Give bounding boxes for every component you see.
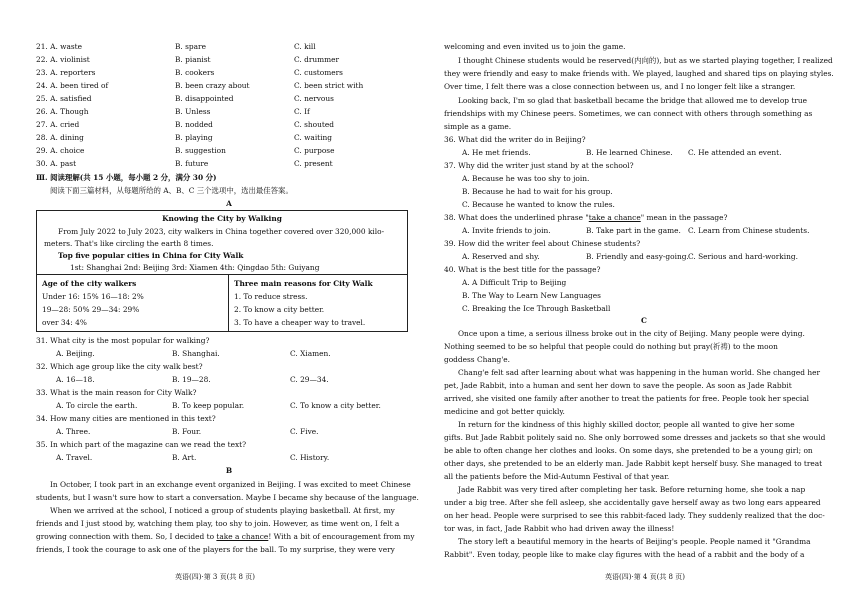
question: 38. What does the underlined phrase "take a chance" mean in the passage? [444, 213, 728, 222]
option-c: C. Five. [290, 427, 319, 436]
option-a: A. Beijing. [56, 349, 95, 358]
paragraph-line: The story left a beautiful memory in the hearts of Beijing's people. People named it "Grandma [458, 537, 811, 546]
cloze-option-a: 23. A. reporters [36, 68, 96, 77]
box-text: meters. That's like circling the earth 8 times. [44, 239, 214, 248]
passage-label-a: A [226, 199, 232, 208]
option-a: A. A Difficult Trip to Beijing [462, 278, 567, 287]
option-c: C. Xiamen. [290, 349, 331, 358]
question: 36. What did the writer do in Beijing? [444, 135, 586, 144]
paragraph-line: all the patients before the Mid-Autumn Festival of that year. [444, 472, 670, 481]
paragraph-line: Nothing seemed to be so helpful that people could do nothing but pray(祈祷) to the moon [444, 342, 778, 351]
cloze-option-c: C. drummer [294, 55, 340, 64]
option-b: B. 19—28. [172, 375, 211, 384]
option-b: B. The Way to Learn New Languages [462, 291, 601, 300]
option-a: A. Because he was too shy to join. [462, 174, 590, 183]
section-instruction: 阅读下面三篇材料，从每题所给的 A、B、C 三个选项中，选出最佳答案。 [50, 186, 293, 195]
question: 37. Why did the writer just stand by at the school? [444, 161, 634, 170]
cloze-option-b: B. future [175, 159, 209, 168]
option-b: B. To keep popular. [172, 401, 245, 410]
paragraph-line: under a big tree. After she fell asleep, she accidentally gave herself away as two long ears appeared [444, 498, 821, 507]
cloze-option-c: C. present [294, 159, 333, 168]
cloze-option-b: B. nodded [175, 120, 213, 129]
box-text: 19—28: 50% 29—34: 29% [42, 305, 140, 314]
cloze-option-b: B. suggestion [175, 146, 226, 155]
cloze-option-c: C. If [294, 107, 310, 116]
paragraph-line: Rabbit". Even today, people like to make clay figures with the head of a rabbit and the body of a [444, 550, 805, 559]
box-text: 1. To reduce stress. [234, 292, 308, 301]
paragraph-line: Chang'e felt sad after learning about what was happening in the human world. She changed her [458, 368, 820, 377]
box-subtitle: Age of the city walkers [42, 279, 137, 288]
section-heading: Ⅲ. 阅读理解(共 15 小题，每小题 2 分，满分 30 分) [36, 173, 217, 182]
paragraph-line: I thought Chinese students would be reserved(内向的), but as we started playing together, I realized [458, 56, 833, 65]
paragraph-line: they were friendly and easy to make friends with. We played, laughed and shared tips on playing styles. [444, 69, 834, 78]
paragraph-line: other days, she pretended to be an elderly man. Jade Rabbit kept herself busy. She managed to treat [444, 459, 823, 468]
question: 31. What city is the most popular for walking? [36, 336, 210, 345]
paragraph-line: medicine and got better quickly. [444, 407, 565, 416]
box-subtitle: Three main reasons for City Walk [234, 279, 373, 288]
paragraph-line: on her head. People were surprised to see this rabbit-faced lady. They suddenly realized that the doc- [444, 511, 825, 520]
paragraph-line: be able to often change her clothes and looks. On some days, she pretended to be a young girl; on [444, 446, 813, 455]
question: 32. Which age group like the city walk best? [36, 362, 203, 371]
paragraph-line: Over time, I felt there was a close connection between us, and I no longer felt like a stranger. [444, 82, 796, 91]
option-c: C. Because he wanted to know the rules. [462, 200, 615, 209]
cloze-option-a: 24. A. been tired of [36, 81, 109, 90]
option-b: B. Shanghai. [172, 349, 220, 358]
paragraph-line: In October, I took part in an exchange event organized in Beijing. I was excited to meet Chinese [50, 480, 411, 489]
text-span: growing connection with them. So, I decided to [36, 532, 215, 541]
underlined-phrase: take a chance [216, 532, 269, 541]
cloze-option-c: C. nervous [294, 94, 334, 103]
option-a: A. Invite friends to join. [462, 226, 551, 235]
paragraph-line: gifts. But Jade Rabbit politely said no. She only borrowed some dresses and jackets so that she would [444, 433, 826, 442]
option-a: A. To circle the earth. [56, 401, 138, 410]
page-footer: 英语(四)·第 3 页(共 8 页) [175, 573, 255, 581]
paragraph-line: friends, I took the courage to ask one of the players for the ball. To my surprise, they were very [36, 545, 395, 554]
box-text: From July 2022 to July 2023, city walkers in China together covered over 320,000 kilo- [58, 227, 385, 236]
option-c: C. To know a city better. [290, 401, 381, 410]
box-title: Knowing the City by Walking [162, 214, 282, 223]
cloze-option-a: 29. A. choice [36, 146, 85, 155]
paragraph-line: simple as a game. [444, 122, 512, 131]
option-c: C. He attended an event. [688, 148, 782, 157]
option-a: A. Travel. [56, 453, 93, 462]
cloze-option-c: C. customers [294, 68, 343, 77]
option-c: C. 29—34. [290, 375, 329, 384]
page-footer: 英语(四)·第 4 页(共 8 页) [605, 573, 685, 581]
paragraph-line: friends and I just stood by, watching them play, too shy to join. However, as time went on, I felt a [36, 519, 400, 528]
cloze-option-c: C. shouted [294, 120, 334, 129]
paragraph-line: students, but I wasn't sure how to start a conversation. Maybe I became shy because of the language. [36, 493, 419, 502]
option-b: B. Take part in the game. [586, 226, 681, 235]
paragraph-line: Once upon a time, a serious illness broke out in the city of Beijing. Many people were dying. [458, 329, 805, 338]
cloze-option-b: B. playing [175, 133, 213, 142]
box-text: Under 16: 15% 16—18: 2% [42, 292, 144, 301]
underlined-phrase: take a chance [588, 213, 641, 222]
passage-label-c: C [641, 316, 647, 325]
cloze-option-c: C. purpose [294, 146, 335, 155]
box-subtitle: Top five popular cities in China for City Walk [58, 251, 244, 260]
box-text: 2. To know a city better. [234, 305, 325, 314]
cloze-option-b: B. cookers [175, 68, 215, 77]
box-text: 1st: Shanghai 2nd: Beijing 3rd: Xiamen 4th: Qingdao 5th: Guiyang [70, 263, 320, 272]
option-a: A. Three. [56, 427, 91, 436]
question: 39. How did the writer feel about Chinese students? [444, 239, 641, 248]
divider [228, 274, 229, 331]
cloze-option-c: C. kill [294, 42, 316, 51]
option-b: B. Art. [172, 453, 197, 462]
cloze-option-b: B. Unless [175, 107, 211, 116]
cloze-option-a: 30. A. past [36, 159, 77, 168]
cloze-option-a: 25. A. satisfied [36, 94, 92, 103]
question: 40. What is the best title for the passage? [444, 265, 601, 274]
cloze-option-c: C. been strict with [294, 81, 364, 90]
passage-label-b: B [225, 466, 233, 475]
cloze-option-a: 27. A. cried [36, 120, 80, 129]
cloze-option-a: 28. A. dining [36, 133, 84, 142]
option-b: B. Because he had to wait for his group. [462, 187, 613, 196]
option-a: A. 16—18. [56, 375, 95, 384]
paragraph-line: goddess Chang'e. [444, 355, 511, 364]
question: 34. How many cities are mentioned in this text? [36, 414, 216, 423]
cloze-option-a: 26. A. Though [36, 107, 89, 116]
option-b: B. He learned Chinese. [586, 148, 673, 157]
paragraph-line: Looking back, I'm so glad that basketball became the bridge that allowed me to develop true [458, 96, 807, 105]
paragraph-line: Jade Rabbit was very tired after completing her task. Before returning home, she took a nap [458, 485, 806, 494]
option-b: B. Four. [172, 427, 202, 436]
paragraph-line: welcoming and even invited us to join the game. [444, 42, 626, 51]
question: 33. What is the main reason for City Walk? [36, 388, 197, 397]
cloze-option-b: B. pianist [175, 55, 211, 64]
paragraph-line [36, 532, 415, 541]
box-text: 3. To have a cheaper way to travel. [234, 318, 366, 327]
option-a: A. He met friends. [462, 148, 531, 157]
divider [36, 274, 408, 275]
page-4 [430, 0, 860, 592]
option-c: C. History. [290, 453, 330, 462]
paragraph-line: In return for the kindness of this highly skilled doctor, people all wanted to give her some [458, 420, 795, 429]
paragraph-line: tor was, in fact, Jade Rabbit who had driven away the illness! [444, 524, 675, 533]
option-c: C. Breaking the Ice Through Basketball [462, 304, 611, 313]
paragraph-line: pet, Jade Rabbit, into a human and sent her down to save the people. As soon as Jade Rabbit [444, 381, 792, 390]
cloze-option-a: 22. A. violinist [36, 55, 90, 64]
option-c: C. Serious and hard-working. [688, 252, 798, 261]
paragraph-line: friendships with my Chinese peers. Sometimes, we can connect with others through something as [444, 109, 813, 118]
option-a: A. Reserved and shy. [462, 252, 540, 261]
cloze-option-b: B. been crazy about [175, 81, 250, 90]
option-c: C. Learn from Chinese students. [688, 226, 810, 235]
cloze-option-b: B. disappointed [175, 94, 234, 103]
paragraph-line: arrived, she visited one family after another to treat the patients for free. People took her special [444, 394, 809, 403]
text-span: ! With a bit of encouragement from my [268, 532, 415, 541]
option-b: B. Friendly and easy-going. [586, 252, 689, 261]
paragraph-line: When we arrived at the school, I noticed a group of students playing basketball. At first, my [50, 506, 395, 515]
cloze-option-a: 21. A. waste [36, 42, 83, 51]
cloze-option-c: C. waiting [294, 133, 333, 142]
cloze-option-b: B. spare [175, 42, 206, 51]
question: 35. In which part of the magazine can we read the text? [36, 440, 247, 449]
box-text: over 34: 4% [42, 318, 87, 327]
